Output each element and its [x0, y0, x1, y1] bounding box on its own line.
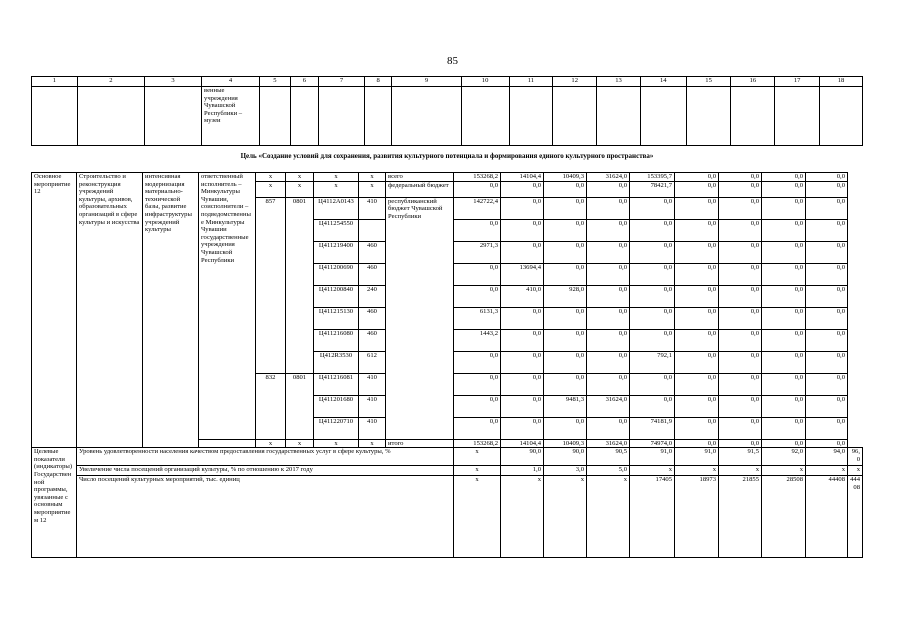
- funding-source: итого: [386, 439, 454, 448]
- column-number-row: [32, 77, 863, 87]
- column-number: 17: [775, 77, 820, 87]
- amount-cell: 0,0: [719, 241, 762, 263]
- column-number: 5: [260, 77, 291, 87]
- measure-executor: ответственный исполнитель – Минкультуры Чувашии, соисполнители – подведомственные Минкультуры Чувашии государственные учреждения Чувашской Республики: [199, 173, 256, 440]
- amount-cell: 0,0: [544, 329, 587, 351]
- amount-cell: 0,0: [587, 373, 630, 395]
- amount-cell: 0,0: [544, 219, 587, 241]
- amount-cell: 0,0: [806, 219, 848, 241]
- amount-cell: 0,0: [719, 439, 762, 448]
- amount-cell: 74974,0: [630, 439, 675, 448]
- amount-cell: 792,1: [630, 351, 675, 373]
- amount-cell: 13694,4: [501, 263, 544, 285]
- indicator-x: x: [454, 466, 501, 476]
- section-cell: x: [286, 439, 314, 448]
- amount-cell: 0,0: [675, 285, 719, 307]
- target-article-cell: Ц411216081: [314, 373, 359, 395]
- amount-cell: 0,0: [762, 263, 806, 285]
- amount-cell: 0,0: [630, 285, 675, 307]
- amount-cell: 142722,4: [454, 197, 501, 219]
- funding-source: республиканский бюджет Чувашской Республики: [386, 197, 454, 439]
- amount-cell: 0,0: [630, 329, 675, 351]
- expense-type-cell: x: [359, 173, 386, 182]
- indicator-value: 90,0: [544, 448, 587, 466]
- amount-cell: 0,0: [762, 241, 806, 263]
- column-number: 3: [145, 77, 202, 87]
- indicator-row: [32, 448, 863, 466]
- amount-cell: 0,0: [719, 263, 762, 285]
- amount-cell: 928,0: [544, 285, 587, 307]
- target-article-cell: x: [314, 439, 359, 448]
- amount-cell: 0,0: [762, 285, 806, 307]
- indicator-value: x: [806, 466, 848, 476]
- table-row: [32, 173, 863, 182]
- expense-type-cell: 240: [359, 285, 386, 307]
- target-article-cell: Ц411216080: [314, 329, 359, 351]
- amount-cell: 0,0: [544, 373, 587, 395]
- amount-cell: 0,0: [719, 307, 762, 329]
- amount-cell: 0,0: [762, 373, 806, 395]
- expense-type-cell: x: [359, 181, 386, 197]
- goal-heading: Цель «Создание условий для сохранения, развития культурного потенциала и формирования единого культурного пространства»: [240, 152, 654, 160]
- column-number: 18: [820, 77, 863, 87]
- amount-cell: 0,0: [719, 181, 762, 197]
- expense-type-cell: 410: [359, 197, 386, 219]
- amount-cell: 0,0: [719, 417, 762, 439]
- expense-type-cell: 460: [359, 263, 386, 285]
- indicator-name: Увеличение числа посещений организаций культуры, % по отношению к 2017 году: [77, 466, 454, 476]
- amount-cell: 14104,4: [501, 439, 544, 448]
- funding-source: всего: [386, 173, 454, 182]
- amount-cell: 14104,4: [501, 173, 544, 182]
- indicator-value: 17405: [630, 476, 675, 558]
- expense-type-cell: 460: [359, 307, 386, 329]
- amount-cell: 0,0: [501, 395, 544, 417]
- grbs-cell: 832: [256, 373, 286, 439]
- amount-cell: 0,0: [675, 417, 719, 439]
- section-cell: 0801: [286, 373, 314, 439]
- amount-cell: 0,0: [587, 197, 630, 219]
- amount-cell: 0,0: [719, 395, 762, 417]
- amount-cell: 0,0: [806, 173, 848, 182]
- indicator-value: 91,0: [675, 448, 719, 466]
- amount-cell: 0,0: [675, 395, 719, 417]
- amount-cell: 0,0: [544, 263, 587, 285]
- amount-cell: 0,0: [675, 197, 719, 219]
- amount-cell: 0,0: [587, 241, 630, 263]
- amount-cell: 0,0: [762, 351, 806, 373]
- amount-cell: 0,0: [630, 373, 675, 395]
- amount-cell: 0,0: [454, 373, 501, 395]
- column-number: 12: [553, 77, 597, 87]
- col4-continuation: венные учреждения Чувашской Республики – музеи: [202, 87, 260, 146]
- amount-cell: 0,0: [675, 241, 719, 263]
- indicator-value: 91,0: [630, 448, 675, 466]
- column-number: 11: [509, 77, 553, 87]
- amount-cell: 0,0: [762, 417, 806, 439]
- amount-cell: 0,0: [762, 307, 806, 329]
- funding-source: федеральный бюджет: [386, 181, 454, 197]
- indicator-value: 90,0: [501, 448, 544, 466]
- amount-cell: 0,0: [675, 351, 719, 373]
- amount-cell: 0,0: [454, 263, 501, 285]
- amount-cell: 153395,7: [630, 173, 675, 182]
- amount-cell: 0,0: [719, 219, 762, 241]
- amount-cell: 0,0: [630, 395, 675, 417]
- table-header-block: [31, 76, 863, 146]
- indicator-x: x: [454, 476, 501, 558]
- indicator-value: x: [675, 466, 719, 476]
- amount-cell: 0,0: [806, 395, 848, 417]
- amount-cell: 0,0: [719, 173, 762, 182]
- column-number: 7: [319, 77, 365, 87]
- indicator-value: x: [501, 476, 544, 558]
- amount-cell: 0,0: [587, 329, 630, 351]
- amount-cell: 0,0: [587, 417, 630, 439]
- amount-cell: 2971,3: [454, 241, 501, 263]
- amount-cell: 0,0: [501, 241, 544, 263]
- amount-cell: 0,0: [630, 241, 675, 263]
- funding-table: [31, 172, 863, 558]
- amount-cell: 0,0: [806, 329, 848, 351]
- amount-cell: 0,0: [675, 181, 719, 197]
- amount-cell: 0,0: [806, 417, 848, 439]
- measure-task: интенсивная модернизация материально-технической базы, развитие инфраструктуры учреждений культуры: [143, 173, 199, 448]
- amount-cell: 0,0: [806, 263, 848, 285]
- indicator-value: 96,0: [848, 448, 863, 466]
- amount-cell: 153268,2: [454, 173, 501, 182]
- amount-cell: 31624,0: [587, 395, 630, 417]
- amount-cell: 0,0: [501, 181, 544, 197]
- target-article-cell: Ц411220710: [314, 417, 359, 439]
- amount-cell: 0,0: [806, 285, 848, 307]
- target-article-cell: Ц411200840: [314, 285, 359, 307]
- target-article-cell: Ц411200690: [314, 263, 359, 285]
- amount-cell: 0,0: [719, 373, 762, 395]
- expense-type-cell: 410: [359, 395, 386, 417]
- grbs-cell: x: [256, 181, 286, 197]
- amount-cell: 0,0: [762, 197, 806, 219]
- target-article-cell: Ц411201680: [314, 395, 359, 417]
- amount-cell: 0,0: [544, 197, 587, 219]
- grbs-cell: x: [256, 439, 286, 448]
- amount-cell: 0,0: [806, 307, 848, 329]
- expense-type-cell: [359, 219, 386, 241]
- amount-cell: 0,0: [454, 395, 501, 417]
- amount-cell: 0,0: [587, 263, 630, 285]
- indicator-value: 90,5: [587, 448, 630, 466]
- expense-type-cell: 460: [359, 241, 386, 263]
- amount-cell: 0,0: [501, 417, 544, 439]
- section-cell: 0801: [286, 197, 314, 373]
- amount-cell: 0,0: [587, 219, 630, 241]
- amount-cell: 0,0: [630, 263, 675, 285]
- amount-cell: 0,0: [675, 439, 719, 448]
- amount-cell: 0,0: [630, 219, 675, 241]
- measure-name: Основное мероприятие 12: [32, 173, 77, 448]
- amount-cell: 0,0: [719, 197, 762, 219]
- indicator-name: Число посещений культурных мероприятий, тыс. единиц: [77, 476, 454, 558]
- amount-cell: 0,0: [806, 351, 848, 373]
- continuation-row: [32, 87, 863, 146]
- indicator-name: Уровень удовлетворенности населения качеством предоставления государственных услуг в сфере культуры, %: [77, 448, 454, 466]
- amount-cell: 0,0: [501, 351, 544, 373]
- indicator-value: x: [587, 476, 630, 558]
- amount-cell: 0,0: [501, 373, 544, 395]
- page-number: 85: [447, 55, 458, 67]
- measure-executor-end: [199, 439, 256, 448]
- amount-cell: 0,0: [544, 307, 587, 329]
- indicator-x: x: [454, 448, 501, 466]
- amount-cell: 0,0: [719, 351, 762, 373]
- indicator-value: x: [762, 466, 806, 476]
- amount-cell: 0,0: [630, 307, 675, 329]
- amount-cell: 0,0: [501, 307, 544, 329]
- grbs-cell: x: [256, 173, 286, 182]
- target-article-cell: Ц412R3530: [314, 351, 359, 373]
- expense-type-cell: 410: [359, 373, 386, 395]
- amount-cell: 0,0: [762, 181, 806, 197]
- amount-cell: 0,0: [501, 197, 544, 219]
- column-number: 15: [686, 77, 731, 87]
- expense-type-cell: 460: [359, 329, 386, 351]
- column-number: 4: [202, 77, 260, 87]
- column-number: 16: [731, 77, 775, 87]
- indicator-value: 94,0: [806, 448, 848, 466]
- column-number: 13: [597, 77, 641, 87]
- amount-cell: 0,0: [544, 417, 587, 439]
- amount-cell: 74181,9: [630, 417, 675, 439]
- indicator-value: 3,0: [544, 466, 587, 476]
- amount-cell: 9481,3: [544, 395, 587, 417]
- amount-cell: 410,0: [501, 285, 544, 307]
- indicator-value: 1,0: [501, 466, 544, 476]
- amount-cell: 0,0: [587, 181, 630, 197]
- expense-type-cell: 612: [359, 351, 386, 373]
- amount-cell: 0,0: [587, 307, 630, 329]
- indicator-value: 21855: [719, 476, 762, 558]
- amount-cell: 78421,7: [630, 181, 675, 197]
- amount-cell: 0,0: [544, 351, 587, 373]
- column-number: 10: [461, 77, 509, 87]
- amount-cell: 0,0: [719, 285, 762, 307]
- indicator-value: x: [719, 466, 762, 476]
- amount-cell: 0,0: [454, 219, 501, 241]
- amount-cell: 153268,2: [454, 439, 501, 448]
- indicator-value: 5,0: [587, 466, 630, 476]
- amount-cell: 0,0: [675, 219, 719, 241]
- amount-cell: 0,0: [675, 373, 719, 395]
- amount-cell: 1443,2: [454, 329, 501, 351]
- amount-cell: 0,0: [454, 417, 501, 439]
- target-article-cell: Ц411219400: [314, 241, 359, 263]
- target-article-cell: x: [314, 173, 359, 182]
- amount-cell: 0,0: [762, 219, 806, 241]
- amount-cell: 0,0: [806, 241, 848, 263]
- indicator-row: [32, 476, 863, 558]
- amount-cell: 0,0: [675, 307, 719, 329]
- amount-cell: 0,0: [762, 395, 806, 417]
- amount-cell: 31624,0: [587, 439, 630, 448]
- indicator-value: 28508: [762, 476, 806, 558]
- amount-cell: 0,0: [675, 263, 719, 285]
- indicator-value: 44408: [848, 476, 863, 558]
- indicator-value: x: [544, 476, 587, 558]
- indicators-label: Целевые показатели (индикаторы) Государственной программы, увязанные с основным мероприятием 12: [32, 448, 77, 558]
- amount-cell: 0,0: [454, 181, 501, 197]
- expense-type-cell: 410: [359, 417, 386, 439]
- indicator-value: x: [848, 466, 863, 476]
- section-cell: x: [286, 173, 314, 182]
- amount-cell: 0,0: [719, 329, 762, 351]
- amount-cell: 0,0: [544, 241, 587, 263]
- indicator-value: 92,0: [762, 448, 806, 466]
- target-article-cell: Ц411215130: [314, 307, 359, 329]
- indicator-row: [32, 466, 863, 476]
- column-number: 8: [364, 77, 391, 87]
- amount-cell: 0,0: [630, 197, 675, 219]
- amount-cell: 6131,3: [454, 307, 501, 329]
- amount-cell: 0,0: [544, 181, 587, 197]
- amount-cell: 0,0: [454, 351, 501, 373]
- column-number: 1: [32, 77, 78, 87]
- amount-cell: 0,0: [587, 351, 630, 373]
- indicator-value: x: [630, 466, 675, 476]
- amount-cell: 0,0: [806, 439, 848, 448]
- indicator-value: 91,5: [719, 448, 762, 466]
- amount-cell: 0,0: [675, 329, 719, 351]
- amount-cell: 0,0: [762, 173, 806, 182]
- measure-title: Строительство и реконструкция учреждений культуры, архивов, образовательных организаций в сфере культуры и искусства: [77, 173, 143, 448]
- amount-cell: 31624,0: [587, 173, 630, 182]
- amount-cell: 0,0: [806, 197, 848, 219]
- amount-cell: 0,0: [587, 285, 630, 307]
- amount-cell: 0,0: [762, 329, 806, 351]
- amount-cell: 0,0: [806, 373, 848, 395]
- target-article-cell: Ц411254550: [314, 219, 359, 241]
- column-number: 14: [640, 77, 686, 87]
- target-article-cell: Ц4112А0143: [314, 197, 359, 219]
- indicator-value: 18973: [675, 476, 719, 558]
- column-number: 6: [290, 77, 319, 87]
- column-number: 9: [392, 77, 461, 87]
- amount-cell: 0,0: [762, 439, 806, 448]
- amount-cell: 10409,3: [544, 439, 587, 448]
- target-article-cell: x: [314, 181, 359, 197]
- amount-cell: 10409,3: [544, 173, 587, 182]
- column-number: 2: [77, 77, 144, 87]
- indicator-value: 44408: [806, 476, 848, 558]
- section-cell: x: [286, 181, 314, 197]
- amount-cell: 0,0: [501, 219, 544, 241]
- grbs-cell: 857: [256, 197, 286, 373]
- expense-type-cell: x: [359, 439, 386, 448]
- amount-cell: 0,0: [501, 329, 544, 351]
- amount-cell: 0,0: [675, 173, 719, 182]
- amount-cell: 0,0: [454, 285, 501, 307]
- amount-cell: 0,0: [806, 181, 848, 197]
